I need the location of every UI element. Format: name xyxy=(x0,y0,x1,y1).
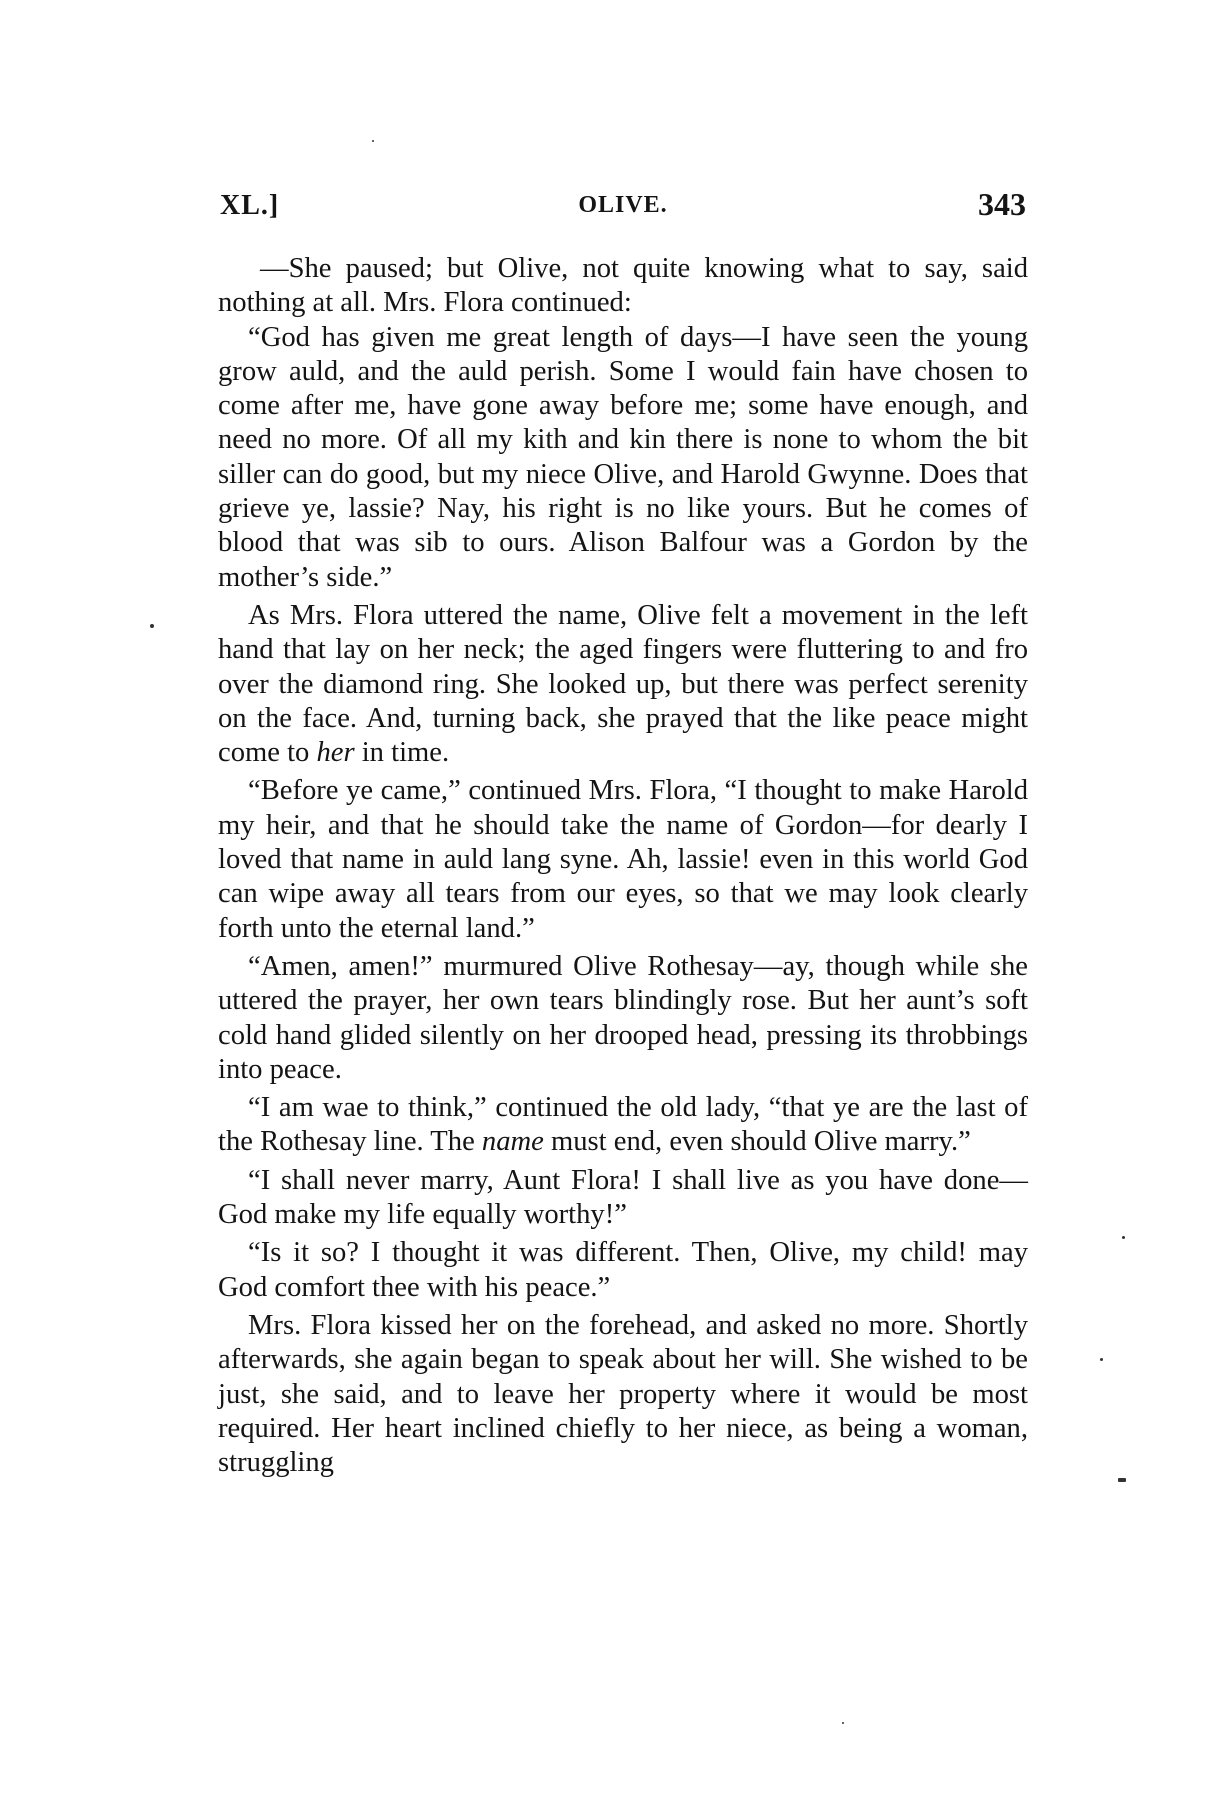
emphasis-text: name xyxy=(481,1126,544,1158)
scan-speck xyxy=(1122,1236,1125,1239)
paragraph: “God has given me great length of days—I have seen the young grow auld, and the auld perish. Some I would fain have chosen to come after me, have gone away before me; some have enough, and need no more. Of all my kith and kin there is none to whom the bit siller can do good, but my niece Olive, and Harold Gwynne. Does that grieve ye, lassie? Nay, his right is no like yours. But he comes of blood that was sib to ours. Alison Balfour was a Gordon by the mother’s side.” xyxy=(218,321,1028,593)
paragraph: “Amen, amen!” murmured Olive Rothesay—ay, though while she uttered the prayer, her own tears blindingly rose. But her aunt’s soft cold hand glided silently on her drooped head, pressing its throbbings into peace. xyxy=(218,950,1028,1085)
paragraph-text: As Mrs. Flora uttered the name, Olive felt a movement in the left hand that lay on her neck; the aged fingers were fluttering to and fro over the diamond ring. She looked up, but there was perfect serenity on the face. And, turning back, she prayed that the like peace might come to xyxy=(218,599,1028,769)
scan-speck xyxy=(842,1722,844,1724)
scan-speck xyxy=(150,624,154,628)
emphasis-text: her xyxy=(316,737,355,769)
scan-speck xyxy=(1100,1358,1103,1361)
paragraph xyxy=(218,599,1028,770)
page-number: 343 xyxy=(978,186,1026,222)
running-title: OLIVE. xyxy=(578,192,668,218)
paragraph-text: in time. xyxy=(354,737,450,769)
scan-speck xyxy=(1118,1478,1126,1482)
body-text xyxy=(218,252,1028,1480)
paragraph-text: must end, even should Olive marry.” xyxy=(543,1126,971,1158)
paragraph: —She paused; but Olive, not quite knowing what to say, said nothing at all. Mrs. Flora continued: xyxy=(218,253,1028,319)
paragraph-text: “I am wae to think,” continued the old lady, “that ye are the last of the Rothesay line. The xyxy=(218,1092,1028,1158)
paragraph xyxy=(218,1091,1028,1160)
scan-speck xyxy=(372,140,374,142)
paragraph: Mrs. Flora kissed her on the forehead, and asked no more. Shortly afterwards, she again began to speak about her will. She wished to be just, she said, and to leave her property where it would be most required. Her heart inclined chiefly to her niece, as being a woman, struggling xyxy=(218,1309,1028,1479)
paragraph: “Before ye came,” continued Mrs. Flora, “I thought to make Harold my heir, and that he should take the name of Gordon—for dearly I loved that name in auld lang syne. Ah, lassie! even in this world God can wipe away all tears from our eyes, so that we may look clearly forth unto the eternal land.” xyxy=(218,775,1028,944)
running-header xyxy=(220,186,1026,230)
chapter-marker: XL.] xyxy=(220,190,280,221)
paragraph: “I shall never marry, Aunt Flora! I shall live as you have done—God make my life equally worthy!” xyxy=(218,1164,1028,1231)
paragraph: “Is it so? I thought it was different. Then, Olive, my child! may God comfort thee with his peace.” xyxy=(218,1237,1028,1303)
